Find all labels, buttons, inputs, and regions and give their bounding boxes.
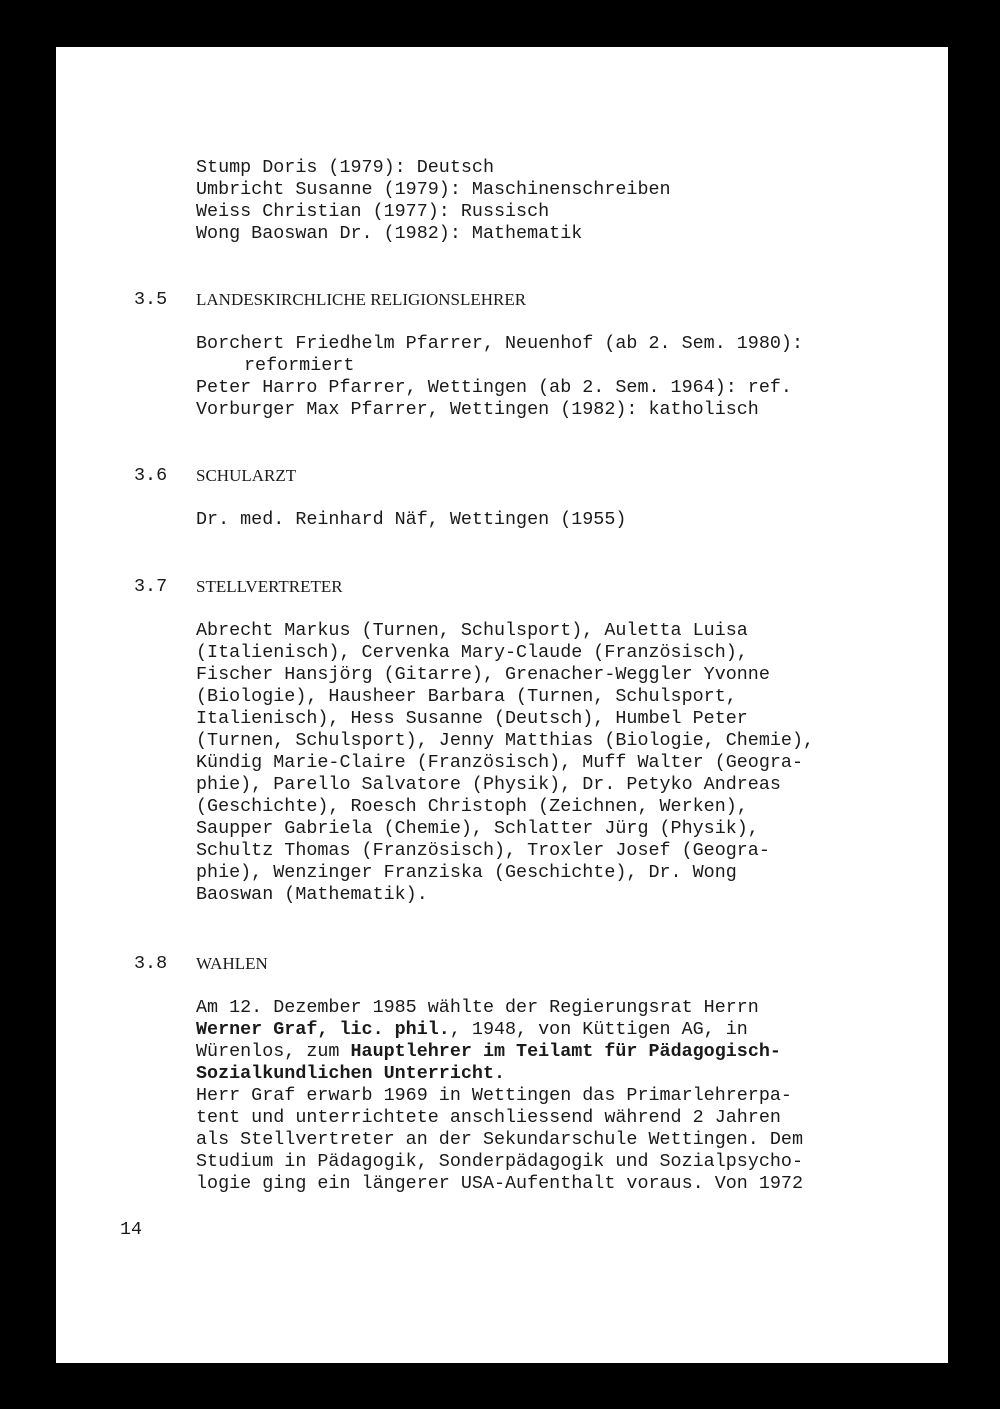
substitute-line: Italienisch), Hess Susanne (Deutsch), Humbel Peter xyxy=(196,708,748,729)
elected-person-name: Werner Graf, lic. phil. xyxy=(196,1019,450,1040)
election-line: Am 12. Dezember 1985 wählte der Regierungsrat Herrn xyxy=(196,997,759,1018)
religion-teacher-line: Peter Harro Pfarrer, Wettingen (ab 2. Sem. 1964): ref. xyxy=(196,377,792,398)
election-line: tent und unterrichtete anschliessend während 2 Jahren xyxy=(196,1107,781,1128)
religion-teacher-line: Borchert Friedhelm Pfarrer, Neuenhof (ab 2. Sem. 1980): xyxy=(196,333,803,354)
substitute-line: Schultz Thomas (Französisch), Troxler Josef (Geogra- xyxy=(196,840,770,861)
position-title: Hauptlehrer im Teilamt für Pädagogisch- xyxy=(350,1041,781,1062)
election-line: als Stellvertreter an der Sekundarschule Wettingen. Dem xyxy=(196,1129,803,1150)
election-line xyxy=(196,1041,781,1063)
substitute-line: Kündig Marie-Claire (Französisch), Muff Walter (Geogra- xyxy=(196,752,803,773)
teacher-line: Weiss Christian (1977): Russisch xyxy=(196,201,550,222)
document-page xyxy=(56,47,948,1363)
election-line: logie ging ein längerer USA-Aufenthalt voraus. Von 1972 xyxy=(196,1173,803,1194)
teacher-line: Wong Baoswan Dr. (1982): Mathematik xyxy=(196,223,583,244)
teacher-line: Stump Doris (1979): Deutsch xyxy=(196,157,494,178)
position-title-cont: Sozialkundlichen Unterricht. xyxy=(196,1063,506,1084)
substitute-line: (Geschichte), Roesch Christoph (Zeichnen, Werken), xyxy=(196,796,748,817)
section-title-schularzt: SCHULARZT xyxy=(196,466,297,485)
section-number-3-8: 3.8 xyxy=(134,953,168,974)
substitute-line: (Biologie), Hausheer Barbara (Turnen, Schulsport, xyxy=(196,686,737,707)
section-number-3-7: 3.7 xyxy=(134,576,168,597)
substitute-line: phie), Parello Salvatore (Physik), Dr. Petyko Andreas xyxy=(196,774,781,795)
religion-teacher-line: Vorburger Max Pfarrer, Wettingen (1982): katholisch xyxy=(196,399,759,420)
section-title-stellvertreter: STELLVERTRETER xyxy=(196,577,343,596)
election-line xyxy=(196,1063,505,1085)
substitute-line: (Turnen, Schulsport), Jenny Matthias (Biologie, Chemie), xyxy=(196,730,815,751)
school-doctor-line: Dr. med. Reinhard Näf, Wettingen (1955) xyxy=(196,509,627,530)
election-line: Herr Graf erwarb 1969 in Wettingen das Primarlehrerpa- xyxy=(196,1085,792,1106)
page-number: 14 xyxy=(120,1219,143,1240)
section-number-3-6: 3.6 xyxy=(134,465,168,486)
section-number-3-5: 3.5 xyxy=(134,289,168,310)
substitute-line: Fischer Hansjörg (Gitarre), Grenacher-Weggler Yvonne xyxy=(196,664,770,685)
substitute-line: phie), Wenzinger Franziska (Geschichte), Dr. Wong xyxy=(196,862,737,883)
substitute-line: (Italienisch), Cervenka Mary-Claude (Französisch), xyxy=(196,642,748,663)
section-title-religionslehrer: LANDESKIRCHLICHE RELIGIONSLEHRER xyxy=(196,290,527,309)
election-text: , 1948, von Küttigen AG, in xyxy=(449,1019,748,1040)
election-line xyxy=(196,1019,748,1041)
substitute-line: Baoswan (Mathematik). xyxy=(196,884,428,905)
substitute-line: Abrecht Markus (Turnen, Schulsport), Auletta Luisa xyxy=(196,620,748,641)
election-line: Studium in Pädagogik, Sonderpädagogik und Sozialpsycho- xyxy=(196,1151,803,1172)
section-title-wahlen: WAHLEN xyxy=(196,954,268,973)
religion-teacher-line-cont: reformiert xyxy=(244,355,355,376)
teacher-line: Umbricht Susanne (1979): Maschinenschreiben xyxy=(196,179,671,200)
election-text: Würenlos, zum xyxy=(196,1041,351,1062)
substitute-line: Saupper Gabriela (Chemie), Schlatter Jürg (Physik), xyxy=(196,818,759,839)
